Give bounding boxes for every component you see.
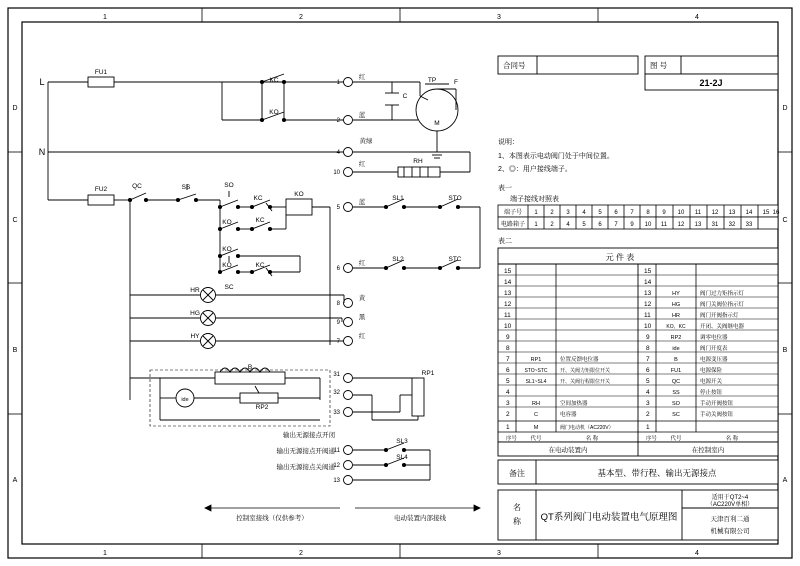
svg-text:14: 14 [745,210,753,216]
svg-text:KC: KC [269,77,279,84]
svg-text:端子号: 端子号 [503,210,523,216]
svg-text:QC: QC [132,183,142,190]
svg-text:电源变压器: 电源变压器 [700,357,728,363]
svg-text:FU2: FU2 [94,186,108,193]
svg-text:7: 7 [646,356,650,363]
svg-text:1: 1 [506,424,510,431]
svg-text:KO: KO [222,262,232,269]
svg-text:手动开阀按钮: 手动开阀按钮 [700,401,734,407]
svg-text:TP: TP [427,77,437,84]
svg-text:SC: SC [224,284,234,291]
svg-text:（AC220V单相）: （AC220V单相） [706,502,754,508]
svg-text:名: 名 [513,503,521,512]
svg-text:FU1: FU1 [94,69,108,76]
svg-text:1: 1 [646,424,650,431]
svg-text:9: 9 [662,210,666,216]
svg-text:SO: SO [224,182,234,189]
svg-text:机械有限公司: 机械有限公司 [710,528,750,535]
svg-text:空间加热器: 空间加热器 [560,401,588,407]
svg-text:8: 8 [336,301,340,307]
svg-text:C: C [782,217,788,224]
svg-text:10: 10 [644,222,652,228]
svg-text:名 称: 名 称 [585,436,599,442]
svg-text:KC: KC [255,217,265,224]
svg-text:11: 11 [660,222,668,228]
svg-text:SL1~SL4: SL1~SL4 [525,379,547,385]
svg-text:输出无源接点开阀通: 输出无源接点开阀通 [276,448,335,455]
svg-text:基本型、带行程、输出无源接点: 基本型、带行程、输出无源接点 [597,468,717,478]
svg-text:5: 5 [646,378,650,385]
svg-text:6: 6 [598,222,602,228]
svg-text:名 称: 名 称 [725,436,739,442]
svg-text:6: 6 [614,210,618,216]
svg-text:红: 红 [358,260,366,267]
svg-text:SL2: SL2 [392,256,404,263]
svg-text:13: 13 [644,290,652,297]
svg-text:HR: HR [672,313,680,319]
svg-text:3: 3 [506,400,510,407]
svg-text:7: 7 [336,339,340,345]
svg-text:3: 3 [497,550,501,557]
svg-text:阀门电动机（AC220V）: 阀门电动机（AC220V） [560,425,614,431]
svg-text:5: 5 [598,210,602,216]
svg-text:开、关阀行程限位开关: 开、关阀行程限位开关 [560,379,611,385]
svg-text:KO: KO [222,246,232,253]
svg-text:SO: SO [672,401,680,407]
svg-text:位置反馈电位器: 位置反馈电位器 [560,357,599,363]
svg-text:D: D [782,105,788,112]
svg-text:3: 3 [566,210,570,216]
svg-text:适用于QT2~4: 适用于QT2~4 [711,495,749,501]
svg-text:14: 14 [644,279,652,286]
svg-text:KO、KC: KO、KC [666,324,686,330]
svg-text:KO: KO [269,109,279,116]
svg-text:SS: SS [181,184,191,191]
svg-text:12: 12 [677,222,685,228]
svg-text:2: 2 [299,550,303,557]
svg-text:STO~STC: STO~STC [524,368,548,374]
svg-text:L: L [39,77,45,87]
svg-text:RH: RH [532,401,540,407]
svg-text:ide: ide [672,346,680,352]
svg-text:6: 6 [646,367,650,374]
svg-text:8: 8 [506,345,510,352]
svg-text:14: 14 [504,279,512,286]
svg-text:控制室接线（仅供参考）: 控制室接线（仅供参考） [236,515,308,522]
svg-text:31: 31 [333,372,340,378]
svg-text:阀门开度表: 阀门开度表 [700,346,728,352]
svg-text:11: 11 [694,210,702,216]
output-labels [277,430,336,471]
svg-text:1: 1 [103,550,107,557]
svg-text:HG: HG [671,302,681,308]
svg-text:RP1: RP1 [530,357,542,363]
svg-text:13: 13 [504,290,512,297]
svg-text:HG: HG [190,310,200,317]
svg-text:M: M [434,120,440,127]
svg-text:阀门过力矩指示灯: 阀门过力矩指示灯 [700,291,745,297]
svg-text:STO: STO [448,195,462,202]
svg-text:2: 2 [550,222,554,228]
svg-text:SS: SS [672,390,680,396]
svg-text:4: 4 [566,222,570,228]
svg-text:输出无源接点开闭: 输出无源接点开闭 [283,432,335,439]
svg-text:FU1: FU1 [670,368,682,374]
svg-text:QT系列阀门电动装置电气原理图: QT系列阀门电动装置电气原理图 [540,512,678,523]
svg-text:13: 13 [694,222,702,228]
svg-text:红: 红 [358,74,366,81]
svg-text:A: A [782,477,788,484]
svg-text:元 件 表: 元 件 表 [605,253,635,262]
svg-text:10: 10 [677,210,685,216]
svg-text:1: 1 [534,210,538,216]
svg-text:33: 33 [333,410,340,416]
svg-text:在电动装置内: 在电动装置内 [548,447,588,454]
svg-text:代号: 代号 [670,436,682,442]
svg-text:输出无源接点关阀通: 输出无源接点关阀通 [276,464,335,471]
drawing-no-label: 图 号 [650,61,668,70]
svg-text:31: 31 [711,222,719,228]
svg-text:6: 6 [336,266,340,272]
svg-text:在控制室内: 在控制室内 [691,447,725,454]
svg-text:32: 32 [333,390,340,396]
svg-text:1: 1 [534,222,538,228]
svg-text:红: 红 [358,333,366,340]
svg-text:SL4: SL4 [396,454,408,461]
svg-text:12: 12 [644,301,652,308]
table2-footer [498,442,778,456]
svg-text:C: C [12,217,18,224]
svg-text:4: 4 [506,389,510,396]
svg-text:16: 16 [772,210,780,216]
svg-text:2、◎：用户接线端子。: 2、◎：用户接线端子。 [498,166,572,173]
svg-text:黄绿: 黄绿 [359,138,373,145]
svg-text:HR: HR [190,287,200,294]
svg-text:9: 9 [506,334,510,341]
svg-text:KC: KC [255,262,265,269]
svg-text:2: 2 [646,411,650,418]
svg-text:4: 4 [336,150,340,156]
svg-text:9: 9 [646,334,650,341]
svg-text:D: D [12,105,18,112]
svg-text:12: 12 [711,210,719,216]
svg-text:A: A [12,477,18,484]
svg-text:2: 2 [299,14,303,21]
table2-caption: 表二 [498,238,512,245]
svg-text:C: C [402,93,408,100]
svg-text:5: 5 [336,205,340,211]
svg-text:M: M [533,425,539,431]
svg-text:电路箱子: 电路箱子 [500,222,526,228]
svg-text:RP1: RP1 [421,370,435,377]
svg-text:序号: 序号 [646,436,658,442]
svg-text:SL3: SL3 [396,438,408,445]
svg-text:HY: HY [190,333,200,340]
svg-text:STC: STC [448,256,462,263]
svg-text:KO: KO [294,191,304,198]
svg-text:KO: KO [222,219,232,226]
svg-text:黄: 黄 [358,295,366,302]
svg-text:N: N [38,147,46,157]
svg-text:10: 10 [333,170,340,176]
table1 [498,205,778,229]
svg-text:电动装置内部接线: 电动装置内部接线 [394,515,446,522]
svg-text:RP2: RP2 [255,404,269,411]
svg-text:5: 5 [506,378,510,385]
svg-text:HY: HY [672,291,680,297]
svg-text:2: 2 [550,210,554,216]
svg-text:QC: QC [671,379,681,385]
svg-text:12: 12 [333,463,340,469]
svg-text:6: 6 [506,367,510,374]
svg-text:KC: KC [253,195,263,202]
svg-text:10: 10 [504,323,512,330]
svg-text:4: 4 [695,550,699,557]
svg-text:32: 32 [728,222,736,228]
svg-text:称: 称 [513,517,521,526]
svg-text:SL1: SL1 [392,195,404,202]
svg-text:蓝: 蓝 [358,112,366,119]
svg-text:2: 2 [336,118,340,124]
svg-text:端子接线对照表: 端子接线对照表 [510,196,559,203]
svg-text:代号: 代号 [530,436,542,442]
svg-text:F: F [454,79,458,86]
svg-text:调零电位器: 调零电位器 [700,335,728,341]
svg-text:天津百利二通: 天津百利二通 [710,516,750,523]
svg-text:15: 15 [504,268,512,275]
svg-text:15: 15 [762,210,770,216]
svg-text:B: B [782,347,788,354]
svg-text:红: 红 [358,161,366,168]
svg-text:13: 13 [333,478,340,484]
svg-text:5: 5 [582,222,586,228]
svg-text:ide: ide [181,397,189,403]
svg-text:开闭、关阀继电器: 开闭、关阀继电器 [700,324,745,330]
svg-text:11: 11 [504,312,511,319]
svg-text:3: 3 [497,14,501,21]
contract-label: 合同号 [503,61,526,70]
svg-text:电容器: 电容器 [560,412,577,418]
drawing-no-value: 21-2J [699,78,723,88]
svg-text:手动关阀按钮: 手动关阀按钮 [700,412,734,418]
svg-text:13: 13 [728,210,736,216]
svg-text:1: 1 [336,80,340,86]
svg-text:2: 2 [506,411,510,418]
svg-text:7: 7 [506,356,510,363]
svg-text:蓝: 蓝 [358,199,366,206]
svg-text:表一: 表一 [498,185,512,192]
svg-text:阀门开阀指示灯: 阀门开阀指示灯 [700,313,739,319]
svg-text:4: 4 [695,14,699,21]
svg-text:说明：: 说明： [498,139,519,146]
svg-text:8: 8 [646,210,650,216]
svg-text:RH: RH [413,158,423,165]
svg-text:B: B [247,364,253,371]
svg-text:电源开关: 电源开关 [700,379,723,385]
svg-text:B: B [674,357,678,363]
svg-text:备注: 备注 [509,469,525,478]
svg-text:8: 8 [646,345,650,352]
svg-text:15: 15 [644,268,652,275]
svg-text:3: 3 [646,400,650,407]
svg-text:C: C [534,412,538,418]
svg-text:RP2: RP2 [670,335,682,341]
svg-text:7: 7 [614,222,618,228]
svg-text:SC: SC [672,412,680,418]
svg-text:停止按钮: 停止按钮 [700,390,723,396]
svg-text:7: 7 [630,210,634,216]
svg-text:1: 1 [103,14,107,21]
table2 [498,248,778,442]
svg-text:阀门关阀位指示灯: 阀门关阀位指示灯 [700,302,745,308]
svg-text:9: 9 [336,320,340,326]
svg-text:10: 10 [644,323,652,330]
svg-text:12: 12 [504,301,512,308]
svg-text:11: 11 [333,448,340,454]
svg-text:1、本图表示电动阀门处于中间位置。: 1、本图表示电动阀门处于中间位置。 [498,153,614,160]
svg-text:33: 33 [745,222,753,228]
svg-text:序号: 序号 [506,436,518,442]
svg-text:B: B [12,347,18,354]
svg-text:9: 9 [630,222,634,228]
svg-text:11: 11 [644,312,651,319]
svg-text:开、关阀力矩限位开关: 开、关阀力矩限位开关 [560,368,611,374]
svg-text:4: 4 [582,210,586,216]
svg-text:4: 4 [646,389,650,396]
svg-text:黑: 黑 [358,314,366,321]
svg-text:电源保险: 电源保险 [700,368,723,374]
